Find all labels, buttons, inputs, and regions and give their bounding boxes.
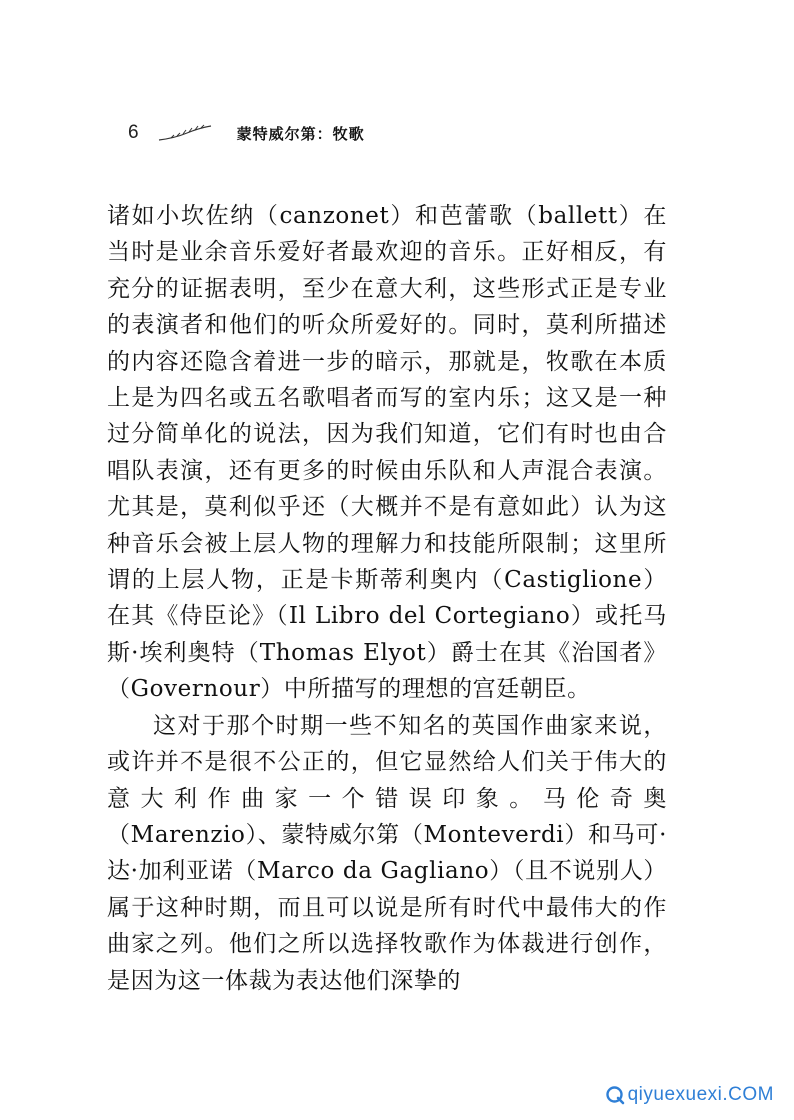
watermark-text: qiyuexuexi.COM bbox=[627, 1084, 774, 1105]
paragraph: 这对于那个时期一些不知名的英国作曲家来说，或许并不是很不公正的，但它显然给人们关于伟大的意大利作曲家一个错误印象。马伦奇奥（Marenzio）、蒙特威尔第（Monteverdi）和马可·达·加利亚诺（Marco da Gagliano）（且不说别人）属于这种时期，而且可以说是所有时代中最伟大的作曲家之列。他们之所以选择牧歌作为体裁进行创作，是因为这一体裁为表达他们深挚的 bbox=[107, 712, 667, 994]
site-watermark bbox=[605, 1084, 774, 1106]
q-logo-icon bbox=[605, 1085, 625, 1105]
paragraph: 诸如小坎佐纳（canzonet）和芭蕾歌（ballett）在当时是业余音乐爱好者最欢迎的音乐。正好相反，有充分的证据表明，至少在意大利，这些形式正是专业的表演者和他们的听众所爱好的。同时，莫利所描述的内容还隐含着进一步的暗示，那就是，牧歌在本质上是为四名或五名歌唱者而写的室内乐；这又是一种过分简单化的说法，因为我们知道，它们有时也由合唱队表演，还有更多的时候由乐队和人声混合表演。尤其是，莫利似乎还（大概并不是有意如此）认为这种音乐会被上层人物的理解力和技能所限制；这里所谓的上层人物，正是卡斯蒂利奥内（Castiglione）在其《侍臣论》（Il Libro del Cortegiano）或托马斯·埃利奥特（Thomas Elyot）爵士在其《治国者》（Governour）中所描写的理想的宫廷朝臣。 bbox=[107, 203, 667, 703]
flourish-ornament-icon bbox=[157, 123, 213, 143]
page-number: 6 bbox=[128, 122, 139, 143]
page-header bbox=[128, 118, 548, 148]
body-text bbox=[107, 198, 667, 999]
running-title: 蒙特威尔第：牧歌 bbox=[236, 124, 365, 143]
